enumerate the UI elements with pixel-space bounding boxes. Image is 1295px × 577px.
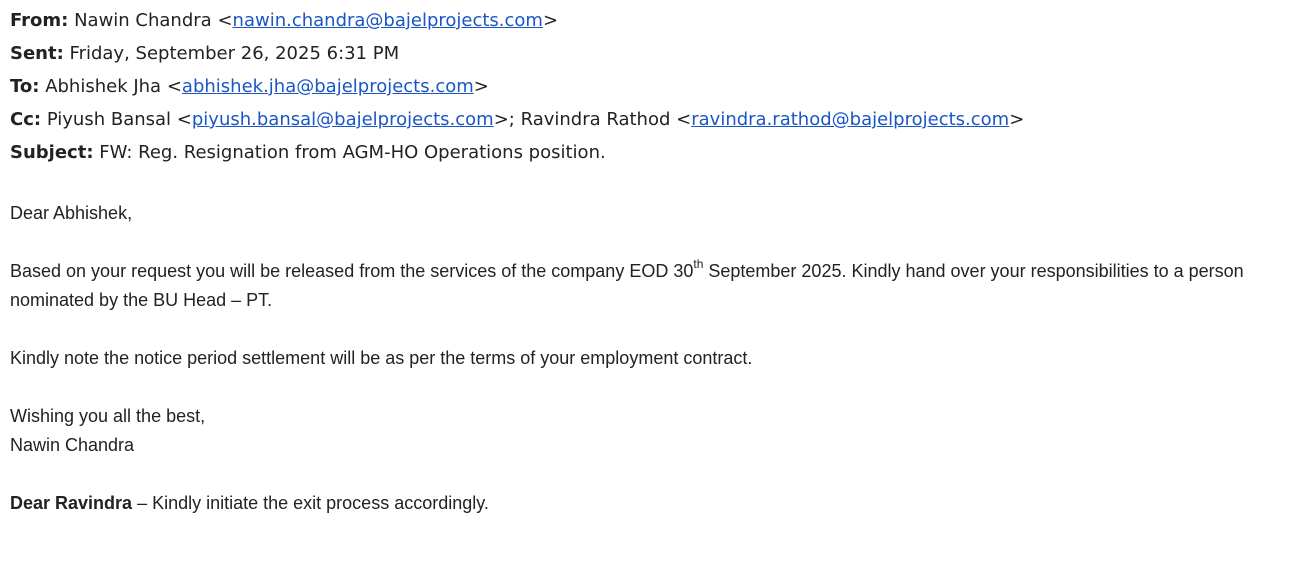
subject-value: FW: Reg. Resignation from AGM-HO Operations position. [99, 142, 606, 163]
ordinal-suffix: th [693, 257, 704, 271]
cc2-email-link[interactable]: ravindra.rathod@bajelprojects.com [691, 109, 1010, 130]
greeting: Dear Abhishek, [10, 203, 133, 223]
cc2-name: Ravindra Rathod [520, 109, 671, 130]
signature: Nawin Chandra [10, 435, 135, 455]
paragraph-release-end: September 2025. Kindly hand over your responsibilities to a person nominated by the BU Head – PT. [10, 261, 1244, 310]
cc1-name: Piyush Bansal [46, 109, 172, 130]
to-label: To: [10, 76, 40, 97]
sent-label: Sent: [10, 43, 64, 64]
from-row: From: Nawin Chandra <nawin.chandra@bajelprojects.com> [10, 10, 559, 31]
paragraph-release [10, 257, 1285, 315]
sent-value: Friday, September 26, 2025 6:31 PM [69, 43, 400, 64]
to-email-link[interactable]: abhishek.jha@bajelprojects.com [181, 76, 474, 97]
from-label: From: [10, 10, 69, 31]
cc1-email-link[interactable]: piyush.bansal@bajelprojects.com [191, 109, 494, 130]
cc-label: Cc: [10, 109, 42, 130]
cc-row: Cc: Piyush Bansal <piyush.bansal@bajelprojects.com>; Ravindra Rathod <ravindra.rathod@bajelprojects.com> [10, 109, 1025, 130]
note-to-ravindra [10, 489, 1285, 518]
note-text: – Kindly initiate the exit process accordingly. [132, 493, 489, 513]
from-name: Nawin Chandra [74, 10, 212, 31]
email-message [10, 0, 1285, 518]
paragraph-notice: Kindly note the notice period settlement will be as per the terms of your employment contract. [10, 348, 753, 368]
paragraph-release-start: Based on your request you will be released from the services of the company EOD 30 [10, 261, 694, 281]
note-addressee: Dear Ravindra [10, 493, 133, 513]
signoff: Wishing you all the best, [10, 406, 206, 426]
from-email-link[interactable]: nawin.chandra@bajelprojects.com [232, 10, 543, 31]
sent-row [10, 37, 1285, 70]
subject-label: Subject: [10, 142, 94, 163]
subject-row [10, 136, 1285, 169]
to-row: To: Abhishek Jha <abhishek.jha@bajelprojects.com> [10, 76, 489, 97]
to-name: Abhishek Jha [45, 76, 162, 97]
